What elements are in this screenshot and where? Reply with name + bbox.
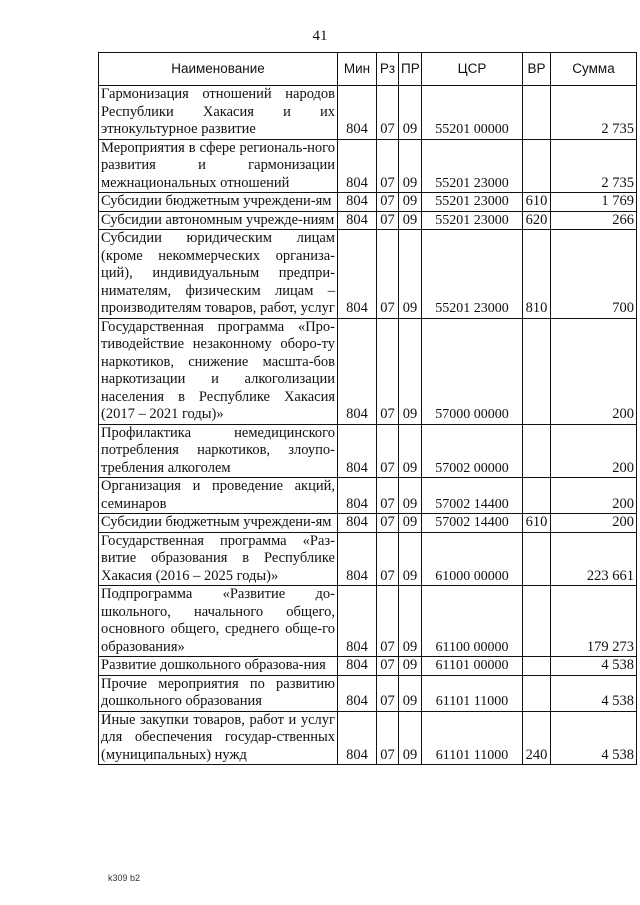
table-row [99, 424, 637, 478]
table-row [99, 193, 637, 212]
row-name: Развитие дошкольного образова-ния [99, 657, 338, 676]
row-sum: 700 [551, 230, 637, 319]
document-footer-code: k309 b2 [108, 873, 141, 883]
row-rz: 07 [377, 675, 399, 711]
row-name: Субсидии бюджетным учреждени-ям [99, 193, 338, 212]
budget-table [98, 52, 637, 765]
row-name: Прочие мероприятия по развитию дошкольного образования [99, 675, 338, 711]
row-sum: 200 [551, 478, 637, 514]
row-pr: 09 [399, 193, 422, 212]
row-vr [523, 586, 551, 657]
row-min: 804 [338, 230, 377, 319]
table-row [99, 318, 637, 424]
table-row [99, 514, 637, 533]
row-pr: 09 [399, 657, 422, 676]
row-pr: 09 [399, 424, 422, 478]
row-vr: 620 [523, 211, 551, 230]
table-row [99, 86, 637, 140]
row-min: 804 [338, 478, 377, 514]
row-rz: 07 [377, 193, 399, 212]
row-pr: 09 [399, 86, 422, 140]
table-row [99, 675, 637, 711]
row-rz: 07 [377, 657, 399, 676]
row-name: Мероприятия в сфере региональ-ного развития и гармонизации межнациональных отношений [99, 139, 338, 193]
row-name: Субсидии автономным учрежде-ниям [99, 211, 338, 230]
row-vr [523, 139, 551, 193]
row-name: Профилактика немедицинского потребления наркотиков, злоупо-требления алкоголем [99, 424, 338, 478]
row-min: 804 [338, 424, 377, 478]
row-sum: 4 538 [551, 711, 637, 765]
header-pr: ПР [399, 53, 422, 86]
row-pr: 09 [399, 478, 422, 514]
row-sum: 4 538 [551, 675, 637, 711]
header-rz: Рз [377, 53, 399, 86]
header-sum: Сумма [551, 53, 637, 86]
row-name: Субсидии бюджетным учреждени-ям [99, 514, 338, 533]
row-csr: 61101 11000 [422, 711, 523, 765]
row-vr: 810 [523, 230, 551, 319]
row-name: Государственная программа «Раз-витие образования в Республике Хакасия (2016 – 2025 годы)» [99, 532, 338, 586]
row-sum: 179 273 [551, 586, 637, 657]
header-csr: ЦСР [422, 53, 523, 86]
row-pr: 09 [399, 711, 422, 765]
page-number: 41 [312, 28, 328, 44]
row-csr: 57002 14400 [422, 514, 523, 533]
row-rz: 07 [377, 478, 399, 514]
row-name: Государственная программа «Про-тиводействие незаконному оборо-ту наркотиков, снижение масшта-бов наркотизации и алкоголизации населения в Республике Хакасия (2017 – 2021 годы)» [99, 318, 338, 424]
row-vr: 240 [523, 711, 551, 765]
row-rz: 07 [377, 139, 399, 193]
row-min: 804 [338, 86, 377, 140]
header-vr: ВР [523, 53, 551, 86]
table-row [99, 711, 637, 765]
row-min: 804 [338, 711, 377, 765]
row-rz: 07 [377, 230, 399, 319]
row-sum: 223 661 [551, 532, 637, 586]
row-csr: 61100 00000 [422, 586, 523, 657]
row-rz: 07 [377, 211, 399, 230]
row-csr: 57002 14400 [422, 478, 523, 514]
row-sum: 266 [551, 211, 637, 230]
row-pr: 09 [399, 211, 422, 230]
row-pr: 09 [399, 586, 422, 657]
row-csr: 55201 23000 [422, 139, 523, 193]
row-sum: 2 735 [551, 86, 637, 140]
table-row [99, 586, 637, 657]
row-pr: 09 [399, 514, 422, 533]
row-rz: 07 [377, 711, 399, 765]
table-row [99, 139, 637, 193]
row-sum: 4 538 [551, 657, 637, 676]
row-rz: 07 [377, 586, 399, 657]
row-vr [523, 532, 551, 586]
row-csr: 57000 00000 [422, 318, 523, 424]
row-pr: 09 [399, 230, 422, 319]
row-vr [523, 424, 551, 478]
row-csr: 55201 23000 [422, 211, 523, 230]
row-csr: 55201 23000 [422, 193, 523, 212]
row-name: Гармонизация отношений народов Республики Хакасия и их этнокультурное развитие [99, 86, 338, 140]
row-vr [523, 675, 551, 711]
row-vr [523, 318, 551, 424]
row-csr: 55201 00000 [422, 86, 523, 140]
table-row [99, 478, 637, 514]
row-min: 804 [338, 318, 377, 424]
row-min: 804 [338, 139, 377, 193]
row-min: 804 [338, 514, 377, 533]
row-csr: 61000 00000 [422, 532, 523, 586]
row-min: 804 [338, 675, 377, 711]
table-header-row [99, 53, 637, 86]
row-min: 804 [338, 586, 377, 657]
row-min: 804 [338, 532, 377, 586]
row-min: 804 [338, 193, 377, 212]
row-csr: 55201 23000 [422, 230, 523, 319]
row-csr: 61101 11000 [422, 675, 523, 711]
row-vr [523, 86, 551, 140]
table-row [99, 657, 637, 676]
row-csr: 61101 00000 [422, 657, 523, 676]
header-min: Мин [338, 53, 377, 86]
row-vr: 610 [523, 193, 551, 212]
row-name: Организация и проведение акций, семинаров [99, 478, 338, 514]
header-name: Наименование [99, 53, 338, 86]
row-pr: 09 [399, 532, 422, 586]
row-sum: 200 [551, 318, 637, 424]
row-pr: 09 [399, 318, 422, 424]
row-vr [523, 478, 551, 514]
row-sum: 200 [551, 424, 637, 478]
row-name: Подпрограмма «Развитие до-школьного, начального общего, основного общего, среднего обще-го образования» [99, 586, 338, 657]
row-min: 804 [338, 657, 377, 676]
table-row [99, 230, 637, 319]
row-rz: 07 [377, 514, 399, 533]
row-name: Иные закупки товаров, работ и услуг для обеспечения государ-ственных (муниципальных) нужд [99, 711, 338, 765]
row-sum: 1 769 [551, 193, 637, 212]
row-pr: 09 [399, 139, 422, 193]
row-pr: 09 [399, 675, 422, 711]
table-row [99, 532, 637, 586]
row-sum: 2 735 [551, 139, 637, 193]
row-sum: 200 [551, 514, 637, 533]
row-name: Субсидии юридическим лицам (кроме некоммерческих организа-ций), индивидуальным предпри-нимателям, физическим лицам – производителям товаров, работ, услуг [99, 230, 338, 319]
row-csr: 57002 00000 [422, 424, 523, 478]
row-vr [523, 657, 551, 676]
table-row [99, 211, 637, 230]
row-rz: 07 [377, 86, 399, 140]
row-rz: 07 [377, 532, 399, 586]
row-rz: 07 [377, 424, 399, 478]
row-min: 804 [338, 211, 377, 230]
row-rz: 07 [377, 318, 399, 424]
row-vr: 610 [523, 514, 551, 533]
